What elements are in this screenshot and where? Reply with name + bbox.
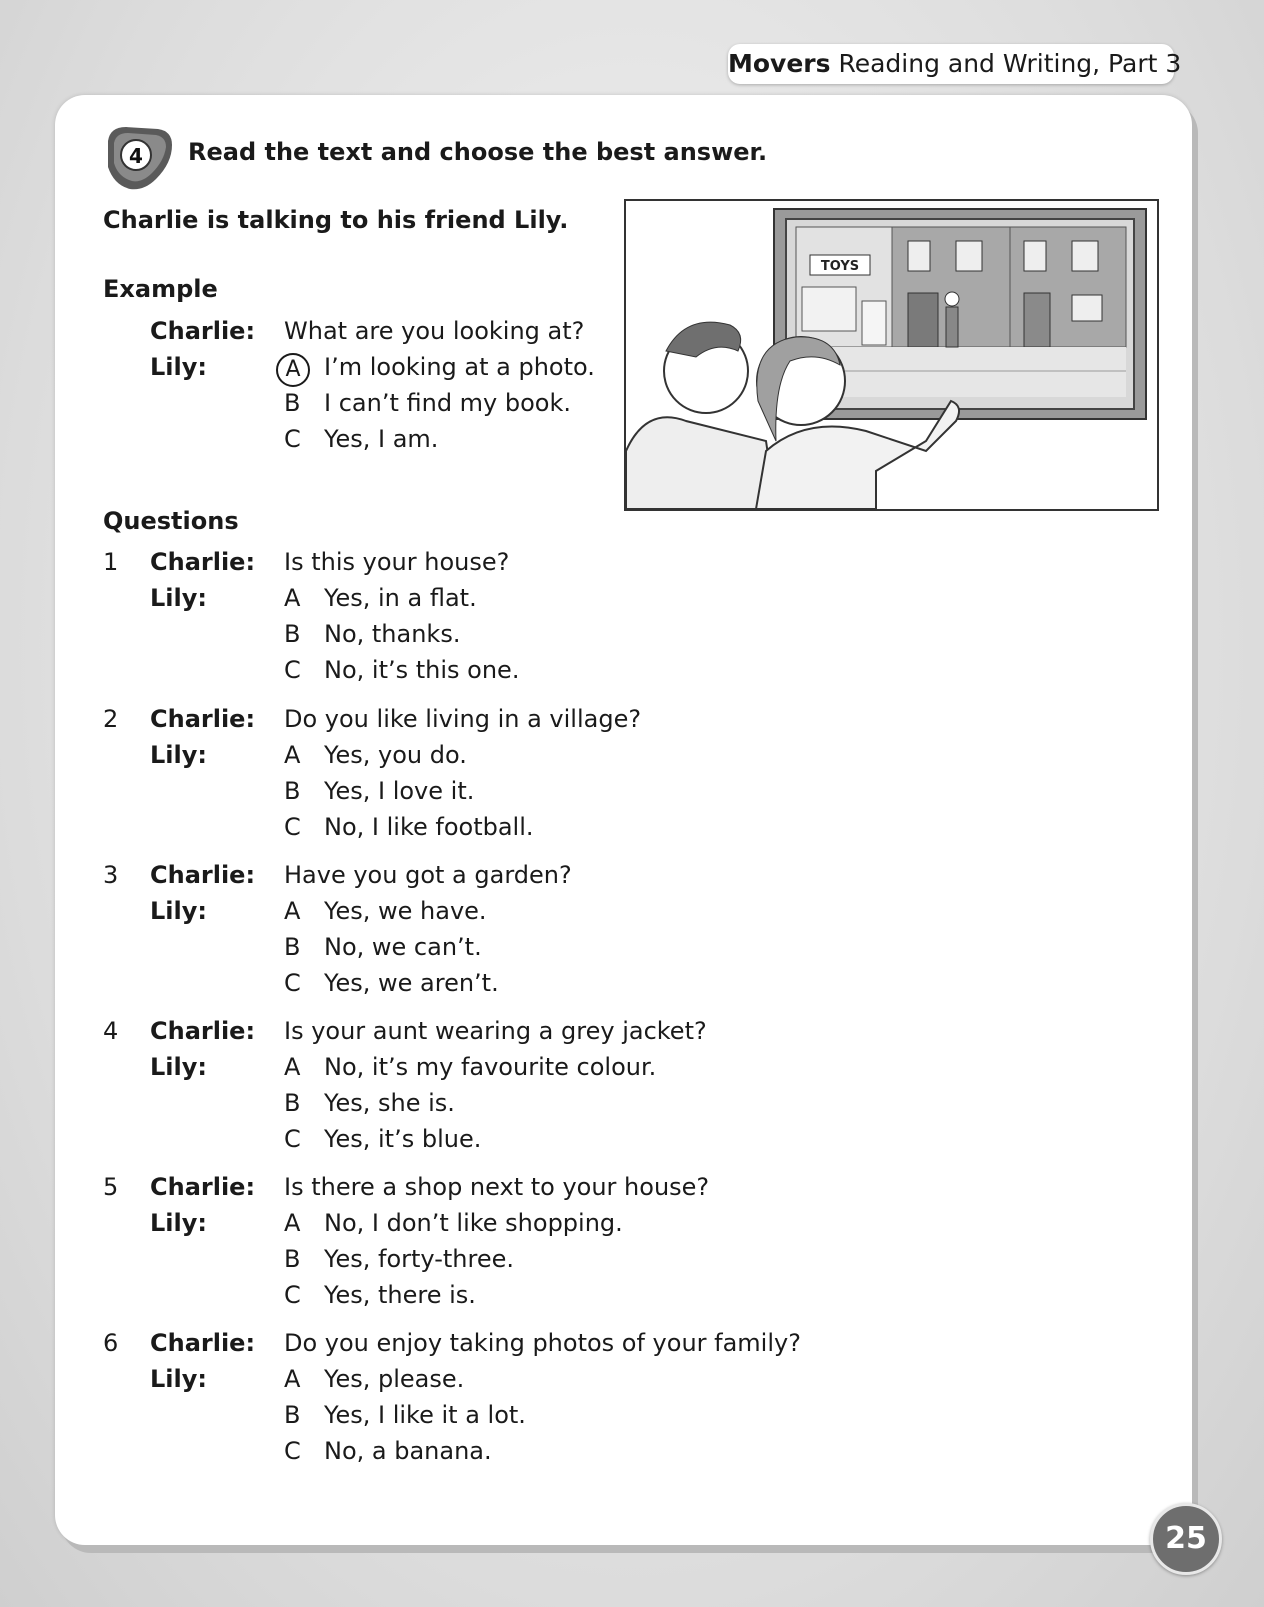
- example-option-b-letter: B: [284, 389, 301, 417]
- question-speaker-lily: Lily:: [150, 1209, 207, 1237]
- question-speaker-charlie: Charlie:: [150, 1329, 256, 1357]
- option-c-text[interactable]: No, a banana.: [324, 1437, 492, 1465]
- option-b-letter[interactable]: B: [284, 1401, 301, 1429]
- question-speaker-charlie: Charlie:: [150, 1017, 256, 1045]
- option-a-text[interactable]: Yes, we have.: [324, 897, 487, 925]
- question-number: 4: [103, 1017, 119, 1045]
- badge-number: 4: [129, 144, 143, 168]
- option-c-letter[interactable]: C: [284, 813, 301, 841]
- question-speaker-charlie: Charlie:: [150, 548, 256, 576]
- option-c-text[interactable]: Yes, it’s blue.: [324, 1125, 482, 1153]
- option-c-letter[interactable]: C: [284, 1437, 301, 1465]
- question-number: 3: [103, 861, 119, 889]
- option-c-text[interactable]: Yes, there is.: [324, 1281, 476, 1309]
- exercise-number-badge: [100, 123, 176, 195]
- question-number: 5: [103, 1173, 119, 1201]
- question-text: Is your aunt wearing a grey jacket?: [284, 1017, 707, 1045]
- question-speaker-charlie: Charlie:: [150, 705, 256, 733]
- option-a-text[interactable]: Yes, you do.: [324, 741, 467, 769]
- example-heading: Example: [103, 275, 218, 303]
- option-b-letter[interactable]: B: [284, 1089, 301, 1117]
- example-speaker-lily: Lily:: [150, 353, 207, 381]
- header-section-title: Reading and Writing, Part 3: [838, 49, 1182, 78]
- question-speaker-lily: Lily:: [150, 1053, 207, 1081]
- header-level: Movers: [728, 49, 831, 78]
- question-speaker-charlie: Charlie:: [150, 861, 256, 889]
- example-option-b-text: I can’t find my book.: [324, 389, 572, 417]
- question-text: Is this your house?: [284, 548, 510, 576]
- question-number: 2: [103, 705, 119, 733]
- page-number: 25: [1150, 1503, 1222, 1575]
- option-a-text[interactable]: No, it’s my favourite colour.: [324, 1053, 657, 1081]
- example-question: What are you looking at?: [284, 317, 585, 345]
- option-a-letter[interactable]: A: [284, 1053, 301, 1081]
- example-option-c-letter: C: [284, 425, 301, 453]
- option-b-text[interactable]: No, thanks.: [324, 620, 461, 648]
- question-speaker-lily: Lily:: [150, 741, 207, 769]
- option-c-letter[interactable]: C: [284, 1125, 301, 1153]
- option-a-letter[interactable]: A: [284, 1209, 301, 1237]
- question-text: Have you got a garden?: [284, 861, 572, 889]
- option-a-text[interactable]: Yes, in a flat.: [324, 584, 477, 612]
- option-b-letter[interactable]: B: [284, 777, 301, 805]
- illustration-children-looking-at-photo: [624, 199, 1159, 511]
- example-option-c-text: Yes, I am.: [324, 425, 439, 453]
- option-c-text[interactable]: Yes, we aren’t.: [324, 969, 499, 997]
- example-option-a-selected: A: [276, 353, 310, 387]
- option-a-text[interactable]: No, I don’t like shopping.: [324, 1209, 623, 1237]
- question-speaker-lily: Lily:: [150, 584, 207, 612]
- question-text: Is there a shop next to your house?: [284, 1173, 710, 1201]
- example-speaker-charlie: Charlie:: [150, 317, 256, 345]
- question-speaker-lily: Lily:: [150, 897, 207, 925]
- option-b-letter[interactable]: B: [284, 933, 301, 961]
- option-a-letter[interactable]: A: [284, 897, 301, 925]
- questions-heading: Questions: [103, 507, 239, 535]
- option-b-text[interactable]: Yes, I love it.: [324, 777, 475, 805]
- option-a-text[interactable]: Yes, please.: [324, 1365, 465, 1393]
- example-option-a-text: I’m looking at a photo.: [324, 353, 595, 381]
- question-number: 6: [103, 1329, 119, 1357]
- option-a-letter[interactable]: A: [284, 584, 301, 612]
- option-b-text[interactable]: Yes, I like it a lot.: [324, 1401, 526, 1429]
- option-c-text[interactable]: No, I like football.: [324, 813, 534, 841]
- option-b-letter[interactable]: B: [284, 620, 301, 648]
- option-a-letter[interactable]: A: [284, 1365, 301, 1393]
- intro-text: Charlie is talking to his friend Lily.: [103, 206, 569, 234]
- question-text: Do you like living in a village?: [284, 705, 642, 733]
- question-speaker-charlie: Charlie:: [150, 1173, 256, 1201]
- question-text: Do you enjoy taking photos of your family?: [284, 1329, 801, 1357]
- shop-sign-text: TOYS: [820, 259, 860, 274]
- instruction-text: Read the text and choose the best answer.: [188, 138, 768, 166]
- question-speaker-lily: Lily:: [150, 1365, 207, 1393]
- option-c-letter[interactable]: C: [284, 969, 301, 997]
- option-b-text[interactable]: Yes, forty-three.: [324, 1245, 514, 1273]
- option-c-letter[interactable]: C: [284, 1281, 301, 1309]
- section-header: [728, 44, 1182, 84]
- option-b-text[interactable]: Yes, she is.: [324, 1089, 455, 1117]
- option-c-letter[interactable]: C: [284, 656, 301, 684]
- option-b-text[interactable]: No, we can’t.: [324, 933, 482, 961]
- question-number: 1: [103, 548, 119, 576]
- option-b-letter[interactable]: B: [284, 1245, 301, 1273]
- option-a-letter[interactable]: A: [284, 741, 301, 769]
- option-c-text[interactable]: No, it’s this one.: [324, 656, 520, 684]
